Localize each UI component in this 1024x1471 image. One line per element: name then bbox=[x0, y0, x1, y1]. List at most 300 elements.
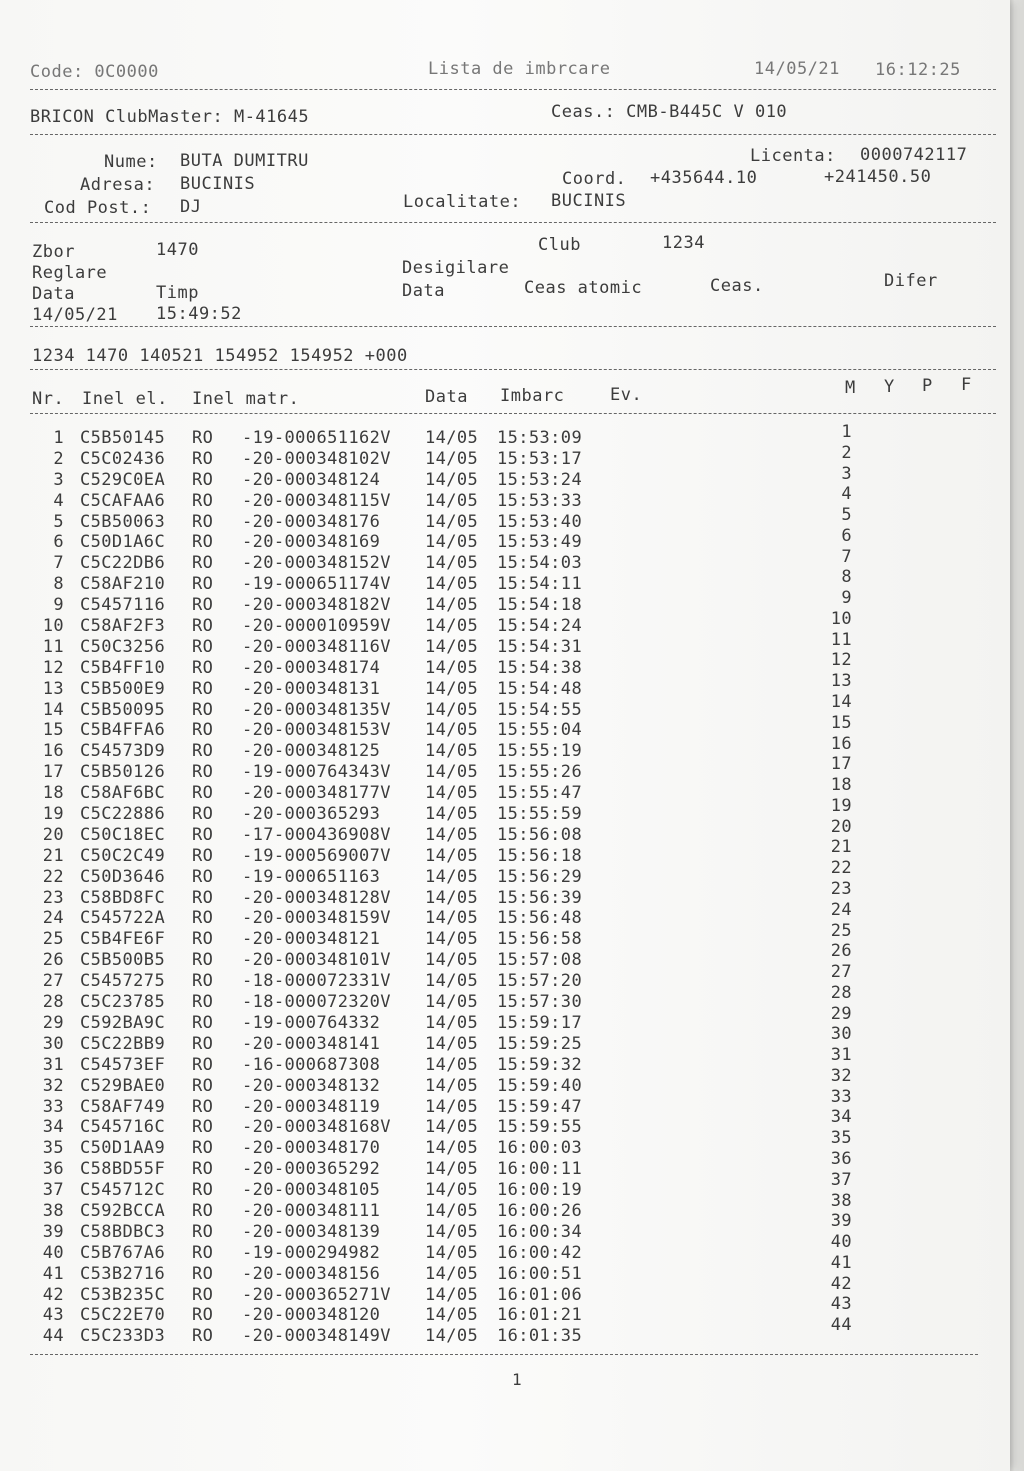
row-nr: 1 bbox=[53, 428, 64, 448]
row-time: 16:00:34 bbox=[497, 1221, 583, 1242]
row-date: 14/05 bbox=[425, 762, 479, 783]
row-m: 25 bbox=[830, 920, 852, 941]
coord-label: Coord. bbox=[562, 169, 627, 189]
row-nr: 44 bbox=[42, 1326, 64, 1347]
row-date: 14/05 bbox=[425, 1075, 479, 1096]
row-nr: 29 bbox=[42, 1012, 64, 1033]
row-nr: 28 bbox=[42, 992, 64, 1013]
row-inel-el: C50D1AA9 bbox=[80, 1138, 166, 1159]
row-inel-matr: -20-000348141 bbox=[242, 1033, 381, 1054]
row-nr: 5 bbox=[53, 511, 64, 532]
row-m: 13 bbox=[830, 671, 852, 692]
row-country: RO bbox=[192, 1075, 214, 1096]
row-country: RO bbox=[192, 887, 214, 908]
row-m: 24 bbox=[830, 899, 852, 920]
row-inel-matr: -20-000348128V bbox=[242, 887, 391, 908]
row-inel-el: C53B2716 bbox=[80, 1263, 166, 1284]
row-nr: 34 bbox=[42, 1117, 64, 1138]
row-inel-el: C529BAE0 bbox=[80, 1075, 166, 1096]
postal-label: Cod Post.: bbox=[44, 198, 152, 218]
row-country: RO bbox=[192, 783, 214, 804]
row-country: RO bbox=[192, 699, 214, 720]
desigilare-label: Desigilare bbox=[402, 258, 510, 278]
ceas-atomic-label: Ceas atomic bbox=[524, 278, 643, 298]
row-nr: 37 bbox=[42, 1180, 64, 1201]
row-date: 14/05 bbox=[425, 428, 479, 448]
zbor-value: 1470 bbox=[156, 240, 199, 260]
row-m: 26 bbox=[830, 941, 852, 962]
row-inel-matr: -20-000348119 bbox=[242, 1096, 381, 1117]
row-time: 15:54:24 bbox=[497, 616, 583, 637]
row-country: RO bbox=[192, 657, 214, 678]
row-inel-el: C545716C bbox=[80, 1117, 166, 1138]
row-country: RO bbox=[192, 804, 214, 825]
row-inel-matr: -20-000365292 bbox=[242, 1159, 381, 1180]
row-date: 14/05 bbox=[425, 741, 479, 762]
row-country: RO bbox=[192, 824, 214, 845]
row-nr: 27 bbox=[42, 971, 64, 992]
code-label: Code: 0C0000 bbox=[30, 62, 159, 82]
row-nr: 21 bbox=[42, 845, 64, 866]
row-nr: 41 bbox=[42, 1263, 64, 1284]
coord-lon: +241450.50 bbox=[824, 167, 932, 187]
row-inel-matr: -20-000348174 bbox=[242, 657, 381, 678]
row-m: 38 bbox=[830, 1190, 852, 1211]
row-m: 7 bbox=[841, 546, 852, 567]
row-inel-el: C5B50095 bbox=[80, 699, 166, 720]
row-nr: 11 bbox=[42, 636, 64, 657]
row-country: RO bbox=[192, 762, 214, 783]
row-date: 14/05 bbox=[425, 1263, 479, 1284]
club-label: Club bbox=[538, 235, 581, 255]
row-time: 15:55:47 bbox=[497, 783, 583, 804]
row-country: RO bbox=[192, 1054, 214, 1075]
row-inel-el: C5C22E70 bbox=[80, 1305, 166, 1326]
row-date: 14/05 bbox=[425, 929, 479, 950]
row-m: 42 bbox=[830, 1273, 852, 1294]
row-date: 14/05 bbox=[425, 887, 479, 908]
row-date: 14/05 bbox=[425, 448, 479, 469]
row-country: RO bbox=[192, 866, 214, 887]
row-inel-el: C58BD55F bbox=[80, 1159, 166, 1180]
row-inel-matr: -16-000687308 bbox=[242, 1054, 381, 1075]
row-nr: 8 bbox=[53, 574, 64, 595]
row-m: 23 bbox=[830, 878, 852, 899]
row-time: 15:55:19 bbox=[497, 741, 583, 762]
row-date: 14/05 bbox=[425, 866, 479, 887]
row-inel-el: C58BDBC3 bbox=[80, 1221, 166, 1242]
row-inel-el: C54573EF bbox=[80, 1054, 166, 1075]
row-time: 15:59:40 bbox=[497, 1075, 583, 1096]
row-inel-el: C545712C bbox=[80, 1180, 166, 1201]
divider bbox=[30, 326, 996, 327]
row-m: 40 bbox=[830, 1232, 852, 1253]
row-inel-el: C50C2C49 bbox=[80, 845, 166, 866]
row-nr: 39 bbox=[42, 1221, 64, 1242]
row-inel-matr: -19-000294982 bbox=[242, 1242, 381, 1263]
row-nr: 24 bbox=[42, 908, 64, 929]
page-number: 1 bbox=[512, 1370, 523, 1389]
row-date: 14/05 bbox=[425, 1012, 479, 1033]
row-inel-matr: -20-000348152V bbox=[242, 553, 391, 574]
row-country: RO bbox=[192, 1284, 214, 1305]
row-nr: 18 bbox=[42, 783, 64, 804]
row-country: RO bbox=[192, 1263, 214, 1284]
row-country: RO bbox=[192, 490, 214, 511]
row-country: RO bbox=[192, 971, 214, 992]
row-country: RO bbox=[192, 428, 214, 448]
row-time: 15:59:32 bbox=[497, 1054, 583, 1075]
row-time: 15:56:48 bbox=[497, 908, 583, 929]
col-y: Y bbox=[884, 377, 895, 397]
row-nr: 17 bbox=[42, 762, 64, 783]
row-time: 15:56:18 bbox=[497, 845, 583, 866]
row-m: 29 bbox=[830, 1003, 852, 1024]
row-inel-el: C5C23785 bbox=[80, 992, 166, 1013]
row-date: 14/05 bbox=[425, 1138, 479, 1159]
row-time: 15:54:11 bbox=[497, 574, 583, 595]
row-m: 17 bbox=[830, 754, 852, 775]
row-m: 30 bbox=[830, 1024, 852, 1045]
row-date: 14/05 bbox=[425, 1221, 479, 1242]
row-m: 1 bbox=[841, 422, 852, 442]
row-m: 22 bbox=[830, 858, 852, 879]
divider bbox=[30, 89, 996, 90]
row-inel-matr: -19-000764343V bbox=[242, 762, 391, 783]
row-m: 43 bbox=[830, 1294, 852, 1315]
row-country: RO bbox=[192, 1138, 214, 1159]
row-date: 14/05 bbox=[425, 1242, 479, 1263]
row-nr: 19 bbox=[42, 804, 64, 825]
row-inel-matr: -20-000348116V bbox=[242, 636, 391, 657]
row-m: 11 bbox=[830, 629, 852, 650]
row-time: 15:59:47 bbox=[497, 1096, 583, 1117]
row-inel-matr: -20-000010959V bbox=[242, 616, 391, 637]
row-time: 16:00:51 bbox=[497, 1263, 583, 1284]
address-label: Adresa: bbox=[80, 175, 156, 195]
row-m: 5 bbox=[841, 505, 852, 526]
row-date: 14/05 bbox=[425, 1284, 479, 1305]
row-time: 15:56:29 bbox=[497, 866, 583, 887]
row-time: 15:54:03 bbox=[497, 553, 583, 574]
row-date: 14/05 bbox=[425, 783, 479, 804]
row-country: RO bbox=[192, 720, 214, 741]
row-country: RO bbox=[192, 553, 214, 574]
row-m: 10 bbox=[830, 608, 852, 629]
row-time: 16:01:35 bbox=[497, 1326, 583, 1347]
row-date: 14/05 bbox=[425, 950, 479, 971]
row-m: 3 bbox=[841, 463, 852, 484]
row-nr: 4 bbox=[53, 490, 64, 511]
row-inel-matr: -20-000348139 bbox=[242, 1221, 381, 1242]
row-inel-matr: -20-000348177V bbox=[242, 783, 391, 804]
row-inel-el: C592BA9C bbox=[80, 1012, 166, 1033]
row-time: 15:57:20 bbox=[497, 971, 583, 992]
row-country: RO bbox=[192, 448, 214, 469]
row-inel-el: C5C233D3 bbox=[80, 1326, 166, 1347]
print-time: 16:12:25 bbox=[875, 60, 961, 80]
row-m: 34 bbox=[830, 1107, 852, 1128]
row-inel-matr: -20-000348169 bbox=[242, 532, 381, 553]
row-country: RO bbox=[192, 1159, 214, 1180]
row-time: 15:55:59 bbox=[497, 804, 583, 825]
row-inel-matr: -20-000348176 bbox=[242, 511, 381, 532]
row-inel-matr: -20-000348159V bbox=[242, 908, 391, 929]
row-date: 14/05 bbox=[425, 1159, 479, 1180]
row-m: 31 bbox=[830, 1045, 852, 1066]
row-time: 15:55:26 bbox=[497, 762, 583, 783]
row-inel-el: C5C22BB9 bbox=[80, 1033, 166, 1054]
row-time: 15:53:49 bbox=[497, 532, 583, 553]
row-date: 14/05 bbox=[425, 511, 479, 532]
row-inel-el: C5CAFAA6 bbox=[80, 490, 166, 511]
row-inel-el: C5B4FFA6 bbox=[80, 720, 166, 741]
row-country: RO bbox=[192, 1200, 214, 1221]
row-m: 21 bbox=[830, 837, 852, 858]
row-inel-el: C50C3256 bbox=[80, 636, 166, 657]
row-m: 16 bbox=[830, 733, 852, 754]
row-nr: 32 bbox=[42, 1075, 64, 1096]
divider bbox=[30, 369, 996, 370]
row-nr: 15 bbox=[42, 720, 64, 741]
row-inel-el: C53B235C bbox=[80, 1284, 166, 1305]
row-country: RO bbox=[192, 469, 214, 490]
row-nr: 7 bbox=[53, 553, 64, 574]
row-country: RO bbox=[192, 1033, 214, 1054]
row-nr: 13 bbox=[42, 678, 64, 699]
row-inel-el: C5B767A6 bbox=[80, 1242, 166, 1263]
row-date: 14/05 bbox=[425, 1117, 479, 1138]
col-p: P bbox=[922, 376, 933, 396]
row-date: 14/05 bbox=[425, 1326, 479, 1347]
row-inel-el: C5B500E9 bbox=[80, 678, 166, 699]
row-time: 15:53:17 bbox=[497, 448, 583, 469]
row-time: 16:00:03 bbox=[497, 1138, 583, 1159]
row-date: 14/05 bbox=[425, 553, 479, 574]
col-imbarc: Imbarc bbox=[500, 386, 565, 406]
row-inel-el: C5457116 bbox=[80, 595, 166, 616]
reglare-label: Reglare bbox=[32, 263, 108, 283]
flight-time: 15:49:52 bbox=[156, 304, 242, 324]
row-inel-el: C54573D9 bbox=[80, 741, 166, 762]
row-m: 41 bbox=[830, 1252, 852, 1273]
row-inel-el: C50D3646 bbox=[80, 866, 166, 887]
locality-value: BUCINIS bbox=[551, 191, 627, 211]
club-value: 1234 bbox=[662, 233, 705, 253]
row-inel-matr: -20-000348120 bbox=[242, 1305, 381, 1326]
row-time: 15:53:40 bbox=[497, 511, 583, 532]
divider bbox=[30, 413, 996, 414]
coord-lat: +435644.10 bbox=[650, 168, 758, 188]
row-m: 19 bbox=[830, 795, 852, 816]
row-time: 15:53:09 bbox=[497, 428, 583, 448]
row-nr: 9 bbox=[53, 595, 64, 616]
row-inel-el: C58AF6BC bbox=[80, 783, 166, 804]
row-date: 14/05 bbox=[425, 824, 479, 845]
row-time: 15:59:55 bbox=[497, 1117, 583, 1138]
row-country: RO bbox=[192, 532, 214, 553]
owner-postal: DJ bbox=[180, 197, 202, 217]
row-time: 15:53:24 bbox=[497, 469, 583, 490]
row-date: 14/05 bbox=[425, 574, 479, 595]
row-inel-el: C5B50063 bbox=[80, 511, 166, 532]
row-inel-matr: -20-000348101V bbox=[242, 950, 391, 971]
row-country: RO bbox=[192, 1117, 214, 1138]
row-time: 16:00:11 bbox=[497, 1159, 583, 1180]
row-inel-el: C58AF210 bbox=[80, 574, 166, 595]
row-inel-el: C50D1A6C bbox=[80, 532, 166, 553]
row-nr: 38 bbox=[42, 1200, 64, 1221]
row-time: 16:00:26 bbox=[497, 1200, 583, 1221]
row-nr: 22 bbox=[42, 866, 64, 887]
row-time: 16:01:21 bbox=[497, 1305, 583, 1326]
row-inel-matr: -19-000764332 bbox=[242, 1012, 381, 1033]
row-m: 37 bbox=[830, 1169, 852, 1190]
row-inel-matr: -20-000348153V bbox=[242, 720, 391, 741]
print-date: 14/05/21 bbox=[754, 59, 840, 79]
row-date: 14/05 bbox=[425, 657, 479, 678]
row-nr: 16 bbox=[42, 741, 64, 762]
row-inel-el: C5B4FF10 bbox=[80, 657, 166, 678]
row-m: 27 bbox=[830, 962, 852, 983]
row-inel-matr: -17-000436908V bbox=[242, 824, 391, 845]
row-date: 14/05 bbox=[425, 616, 479, 637]
row-inel-matr: -20-000348124 bbox=[242, 469, 381, 490]
row-date: 14/05 bbox=[425, 1033, 479, 1054]
row-nr: 31 bbox=[42, 1054, 64, 1075]
row-country: RO bbox=[192, 595, 214, 616]
row-m: 20 bbox=[830, 816, 852, 837]
row-date: 14/05 bbox=[425, 678, 479, 699]
owner-address: BUCINIS bbox=[180, 174, 256, 194]
row-country: RO bbox=[192, 1221, 214, 1242]
row-date: 14/05 bbox=[425, 720, 479, 741]
row-inel-matr: -20-000348115V bbox=[242, 490, 391, 511]
row-inel-el: C592BCCA bbox=[80, 1200, 166, 1221]
row-inel-el: C58BD8FC bbox=[80, 887, 166, 908]
row-nr: 40 bbox=[42, 1242, 64, 1263]
row-inel-matr: -20-000348111 bbox=[242, 1200, 381, 1221]
row-date: 14/05 bbox=[425, 804, 479, 825]
col-f: F bbox=[961, 375, 972, 395]
row-inel-matr: -20-000348170 bbox=[242, 1138, 381, 1159]
row-inel-el: C5C22DB6 bbox=[80, 553, 166, 574]
zbor-label: Zbor bbox=[32, 242, 75, 262]
row-inel-matr: -20-000348182V bbox=[242, 595, 391, 616]
device-label: BRICON ClubMaster: M-41645 bbox=[30, 107, 310, 127]
row-nr: 43 bbox=[42, 1305, 64, 1326]
row-country: RO bbox=[192, 616, 214, 637]
row-time: 15:54:55 bbox=[497, 699, 583, 720]
row-date: 14/05 bbox=[425, 1305, 479, 1326]
row-m: 44 bbox=[830, 1315, 852, 1336]
row-nr: 10 bbox=[42, 616, 64, 637]
row-inel-matr: -19-000569007V bbox=[242, 845, 391, 866]
row-inel-matr: -20-000348135V bbox=[242, 699, 391, 720]
row-date: 14/05 bbox=[425, 971, 479, 992]
row-country: RO bbox=[192, 845, 214, 866]
row-inel-el: C58AF2F3 bbox=[80, 616, 166, 637]
row-date: 14/05 bbox=[425, 1096, 479, 1117]
row-country: RO bbox=[192, 1012, 214, 1033]
row-time: 15:59:25 bbox=[497, 1033, 583, 1054]
row-inel-matr: -19-000651162V bbox=[242, 428, 391, 448]
row-m: 32 bbox=[830, 1065, 852, 1086]
divider bbox=[30, 222, 996, 223]
flight-date: 14/05/21 bbox=[32, 305, 118, 325]
row-country: RO bbox=[192, 1180, 214, 1201]
row-date: 14/05 bbox=[425, 699, 479, 720]
row-date: 14/05 bbox=[425, 532, 479, 553]
col-inel-el: Inel el. bbox=[82, 389, 168, 409]
row-inel-matr: -20-000348132 bbox=[242, 1075, 381, 1096]
row-inel-matr: -20-000348168V bbox=[242, 1117, 391, 1138]
col-inel-matr: Inel matr. bbox=[192, 389, 300, 409]
row-country: RO bbox=[192, 511, 214, 532]
row-inel-el: C50C18EC bbox=[80, 824, 166, 845]
report-title: Lista de imbrcare bbox=[428, 59, 611, 79]
row-nr: 12 bbox=[42, 657, 64, 678]
row-m: 28 bbox=[830, 982, 852, 1003]
row-m: 33 bbox=[830, 1086, 852, 1107]
license-label: Licenta: bbox=[750, 146, 836, 166]
row-m: 6 bbox=[841, 525, 852, 546]
row-inel-matr: -20-000348125 bbox=[242, 741, 381, 762]
row-inel-matr: -20-000365293 bbox=[242, 804, 381, 825]
row-inel-el: C5C22886 bbox=[80, 804, 166, 825]
row-country: RO bbox=[192, 678, 214, 699]
row-country: RO bbox=[192, 1326, 214, 1347]
row-time: 15:56:58 bbox=[497, 929, 583, 950]
divider bbox=[30, 1354, 978, 1355]
row-date: 14/05 bbox=[425, 595, 479, 616]
row-date: 14/05 bbox=[425, 636, 479, 657]
row-date: 14/05 bbox=[425, 1200, 479, 1221]
row-inel-el: C5C02436 bbox=[80, 448, 166, 469]
row-time: 16:00:19 bbox=[497, 1180, 583, 1201]
row-time: 15:53:33 bbox=[497, 490, 583, 511]
row-nr: 42 bbox=[42, 1284, 64, 1305]
col-data: Data bbox=[425, 387, 468, 407]
row-nr: 25 bbox=[42, 929, 64, 950]
row-country: RO bbox=[192, 1096, 214, 1117]
data2-label: Data bbox=[402, 281, 445, 301]
row-time: 15:54:48 bbox=[497, 678, 583, 699]
row-inel-matr: -20-000348121 bbox=[242, 929, 381, 950]
row-inel-matr: -20-000348149V bbox=[242, 1326, 391, 1347]
paper-edge bbox=[1008, 0, 1024, 1471]
clock-label: Ceas.: CMB-B445C V 010 bbox=[551, 102, 788, 122]
owner-name: BUTA DUMITRU bbox=[180, 151, 309, 171]
row-time: 16:00:42 bbox=[497, 1242, 583, 1263]
row-inel-matr: -20-000348102V bbox=[242, 448, 391, 469]
row-m: 36 bbox=[830, 1148, 852, 1169]
row-country: RO bbox=[192, 574, 214, 595]
row-nr: 35 bbox=[42, 1138, 64, 1159]
row-inel-el: C5B50126 bbox=[80, 762, 166, 783]
row-country: RO bbox=[192, 950, 214, 971]
locality-label: Localitate: bbox=[403, 192, 522, 212]
row-inel-el: C5B4FE6F bbox=[80, 929, 166, 950]
timp-label: Timp bbox=[156, 283, 199, 303]
row-country: RO bbox=[192, 992, 214, 1013]
row-inel-el: C5B50145 bbox=[80, 428, 166, 448]
col-nr: Nr. bbox=[32, 389, 65, 409]
row-inel-el: C58AF749 bbox=[80, 1096, 166, 1117]
row-m: 4 bbox=[841, 484, 852, 505]
row-time: 15:57:08 bbox=[497, 950, 583, 971]
row-inel-el: C529C0EA bbox=[80, 469, 166, 490]
